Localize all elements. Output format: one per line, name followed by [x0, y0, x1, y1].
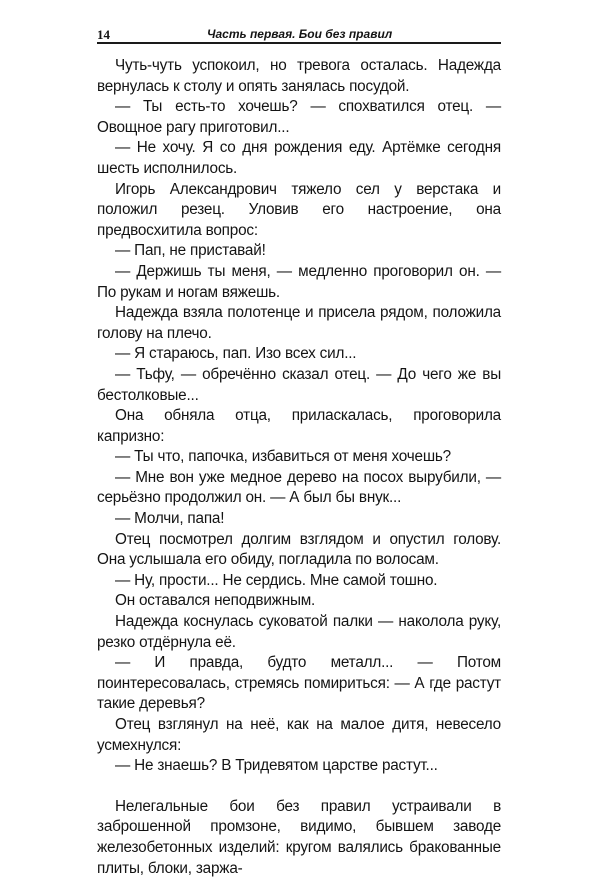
paragraph: Он оставался неподвижным.: [115, 592, 316, 610]
paragraph: — Пап, не приставай!: [115, 242, 266, 260]
page-number: 14: [97, 27, 110, 42]
paragraph: Отец взглянул на неё, как на малое дитя, невесело усмехнулся:: [97, 716, 501, 754]
paragraph: — Ты что, папочка, избавиться от меня хочешь?: [115, 448, 451, 466]
paragraph: — Не хочу. Я со дня рождения еду. Артёмке сегодня шесть исполнилось.: [97, 139, 501, 177]
paragraph: — Держишь ты меня, — медленно проговорил он. — По рукам и ногам вяжешь.: [97, 262, 501, 301]
paragraph: Надежда коснулась суковатой палки — наколола руку, резко отдёрнула её.: [97, 613, 501, 651]
paragraph: — Ты есть-то хочешь? — спохватился отец. — Овощное рагу приготовил...: [97, 98, 501, 136]
paragraph: — Ну, прости... Не сердись. Мне самой тошно.: [115, 571, 438, 589]
section-break: [97, 777, 501, 797]
paragraph: Игорь Александрович тяжело сел у верстака и положил резец. Уловив его настроение, она предвосхитила вопрос:: [97, 180, 501, 239]
running-title: Часть первая. Бои без правил: [207, 27, 393, 41]
paragraph: Надежда взяла полотенце и присела рядом, положила голову на плечо.: [97, 304, 501, 342]
paragraph: — Мне вон уже медное дерево на посох вырубили, — серьёзно продолжил он. — А был бы внук...: [97, 468, 501, 507]
body-text: [97, 56, 501, 879]
paragraph: Она обняла отца, приласкалась, проговорила капризно:: [97, 407, 501, 445]
book-page: [97, 22, 501, 879]
paragraph: — Не знаешь? В Тридевятом царстве растут...: [115, 757, 438, 775]
paragraph: — Молчи, папа!: [115, 510, 225, 528]
paragraph: Чуть-чуть успокоил, но тревога осталась. Надежда вернулась к столу и опять занялась посудой.: [97, 57, 501, 95]
paragraph: Отец посмотрел долгим взглядом и опустил голову. Она услышала его обиду, погладила по волосам.: [97, 530, 501, 569]
paragraph: Нелегальные бои без правил устраивали в заброшенной промзоне, видимо, бывшем заводе железобетонных изделий: кругом валялись бракованные плиты, блоки, заржа-: [97, 797, 501, 877]
page-header: [97, 22, 501, 44]
paragraph: — Тьфу, — обречённо сказал отец. — До чего же вы бестолковые...: [97, 365, 501, 404]
paragraph: — И правда, будто металл... — Потом поинтересовалась, стремясь помириться: — А где растут такие деревья?: [97, 654, 501, 713]
paragraph: — Я стараюсь, пап. Изо всех сил...: [115, 345, 357, 363]
